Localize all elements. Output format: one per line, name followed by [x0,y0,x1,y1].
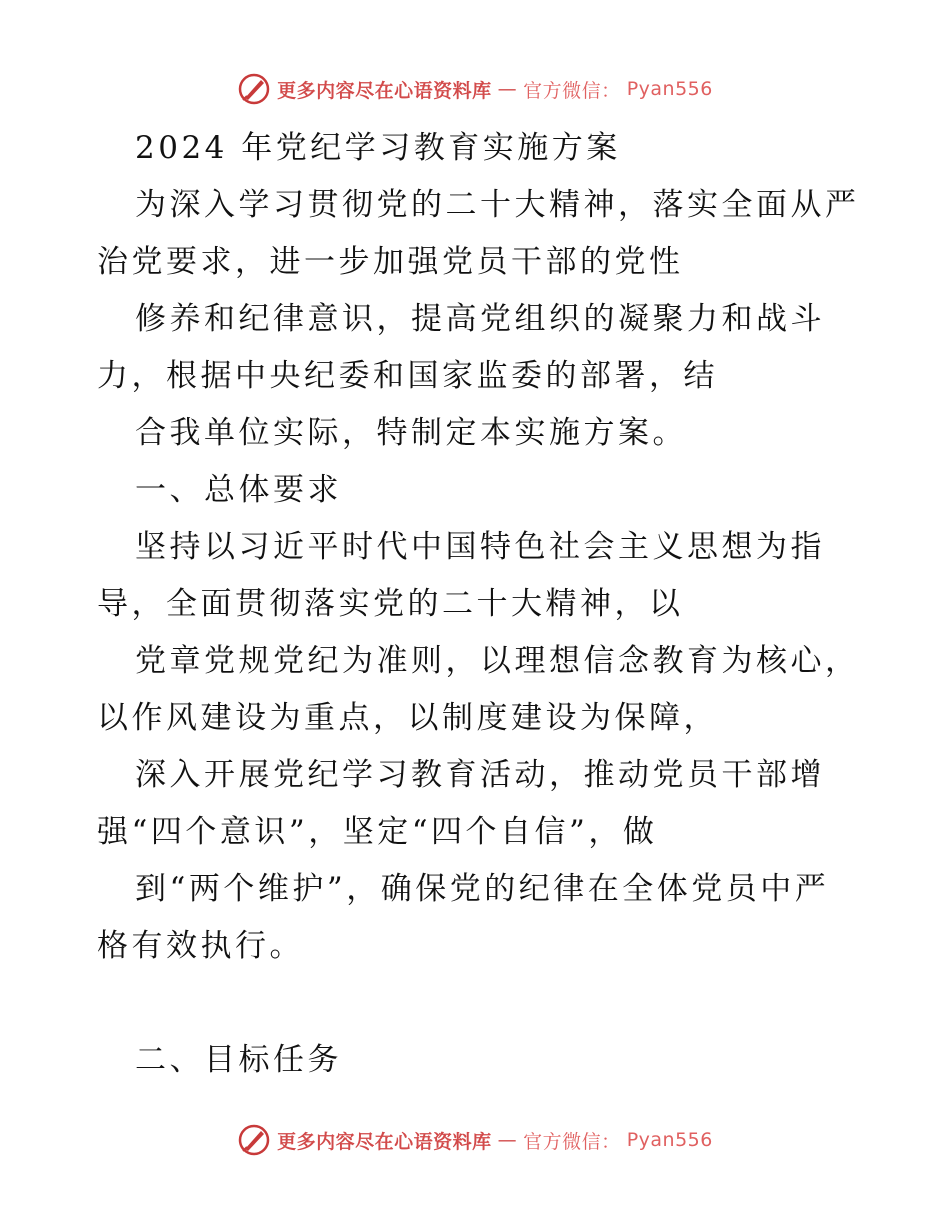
paragraph-line: 以作风建设为重点，以制度建设为保障， [97,700,718,736]
paragraph-line: 导，全面贯彻落实党的二十大精神，以 [97,586,684,622]
section-heading: 二、目标任务 [135,1042,342,1078]
paragraph-line: 治党要求，进一步加强党员干部的党性 [97,244,684,280]
quill-logo-icon [237,72,271,106]
quill-logo-icon [237,1123,271,1157]
watermark-brand: 更多内容尽在心语资料库 [277,1130,492,1153]
paragraph-line: 强“四个意识”，坚定“四个自信”，做 [97,814,658,850]
watermark-separator: — [497,1129,518,1151]
footer-watermark [0,1123,950,1157]
paragraph-line: 党章党规党纪为准则，以理想信念教育为核心， [135,643,860,679]
document-body [97,120,860,1089]
blank-line [97,975,857,1032]
paragraph-line: 修养和纪律意识，提高党组织的凝聚力和战斗 [135,301,825,337]
watermark-brand: 更多内容尽在心语资料库 [277,79,492,102]
watermark-account: Pyan556 [626,1129,713,1151]
section-heading: 一、总体要求 [135,472,342,508]
paragraph-line: 到“两个维护”，确保党的纪律在全体党员中严 [135,871,830,907]
document-title: 2024 年党纪学习教育实施方案 [135,130,621,166]
watermark-account: Pyan556 [626,78,713,100]
paragraph-line: 深入开展党纪学习教育活动，推动党员干部增 [135,757,825,793]
header-watermark [0,72,950,106]
watermark-label: 官方微信： [523,79,621,102]
watermark-separator: — [497,78,518,100]
paragraph-line: 力，根据中央纪委和国家监委的部署，结 [97,358,718,394]
paragraph-line: 格有效执行。 [97,928,304,964]
paragraph-line: 坚持以习近平时代中国特色社会主义思想为指 [135,529,825,565]
watermark-label: 官方微信： [523,1130,621,1153]
paragraph-line: 为深入学习贯彻党的二十大精神，落实全面从严 [135,187,860,223]
paragraph-line: 合我单位实际，特制定本实施方案。 [135,415,687,451]
